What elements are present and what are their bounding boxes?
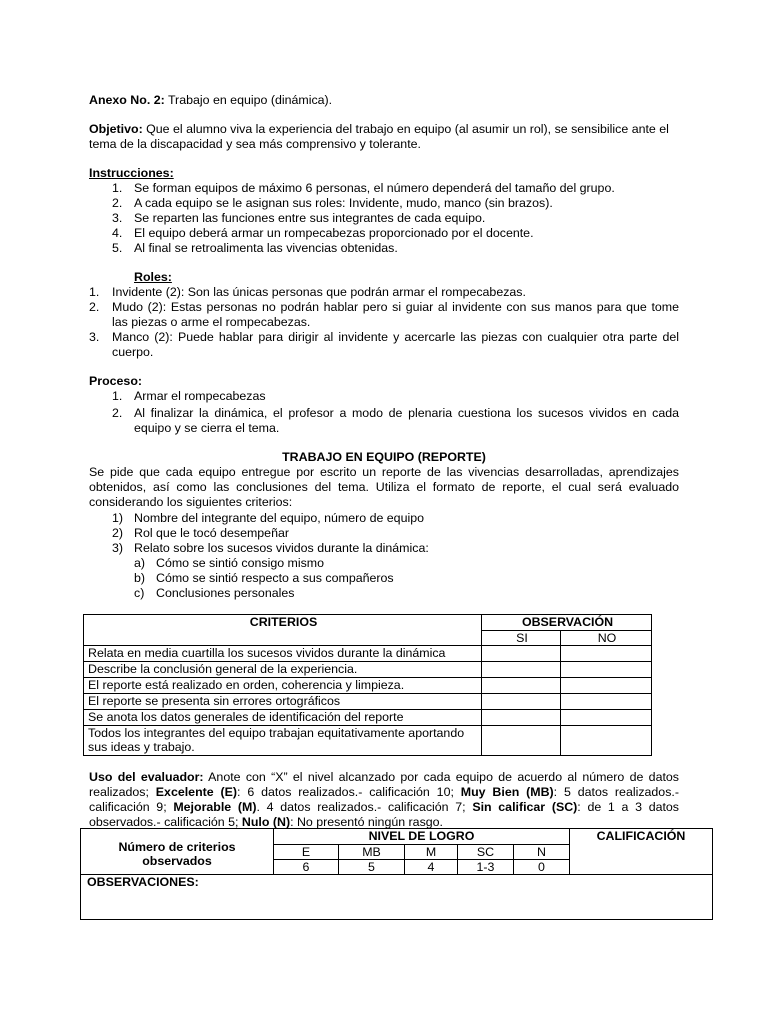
no-cell[interactable] (561, 678, 652, 694)
criteria-header: CRITERIOS (84, 615, 482, 646)
roles-list (89, 285, 679, 360)
yes-cell[interactable] (482, 710, 561, 726)
report-line-2: obtenidos, así como las conclusiones del tema. Utiliza el formato de reporte, el cual será evaluado (89, 480, 679, 494)
achievement-level-header: NIVEL DE LOGRO (274, 829, 570, 845)
count-m: 4 (405, 860, 458, 875)
objective-label: Objetivo: (89, 122, 143, 136)
evaluation-table (80, 828, 713, 920)
yes-cell[interactable] (482, 694, 561, 710)
annex-text: Trabajo en equipo (dinámica). (164, 93, 333, 107)
yes-cell[interactable] (482, 662, 561, 678)
no-header: NO (561, 631, 652, 646)
level-sc: SC (458, 845, 514, 860)
table-row (84, 694, 652, 710)
observations-field[interactable] (81, 875, 713, 920)
objective (89, 122, 679, 152)
process-title: Proceso: (89, 374, 143, 388)
evaluator-usage: Uso del evaluador: Anote con “X” el nivel alcanzado por cada equipo de acuerdo al número de datos realizados; Excelente (E): 6 datos realizados.- calificación 10; Muy Bien (MB): 5 datos realizados.- calificación 9; Mejorable (M). 4 datos realizados.- calificación 7; Sin calificar (SC): de 1 a 3 datos observados.- calificación 5; Nulo (N): No presentó ningún rasgo. (89, 770, 680, 829)
observations-label: OBSERVACIONES: (87, 875, 199, 889)
roles-title: Roles: (134, 270, 172, 284)
list-item: 1. Invidente (2): Son las únicas personas que podrán armar el rompecabezas. (89, 285, 526, 299)
annex-label: Anexo No. 2: (89, 93, 165, 107)
table-row (84, 710, 652, 726)
level-e: E (274, 845, 339, 860)
table-row (84, 662, 652, 678)
yes-cell[interactable] (482, 678, 561, 694)
instructions-title: Instrucciones: (89, 166, 174, 180)
level-mb: MB (339, 845, 405, 860)
no-cell[interactable] (561, 726, 652, 756)
list-item: 2. Al finalizar la dinámica, el profesor a modo de plenaria cuestiona los sucesos vividos en cada equipo y se cierra el tema. (112, 406, 679, 435)
count-n: 0 (514, 860, 570, 875)
table-row (84, 678, 652, 694)
criterion-cell: El reporte está realizado en orden, coherencia y limpieza. (84, 678, 482, 694)
yes-cell[interactable] (482, 726, 561, 756)
yes-cell[interactable] (482, 646, 561, 662)
count-e: 6 (274, 860, 339, 875)
observation-header: OBSERVACIÓN (482, 615, 652, 631)
no-cell[interactable] (561, 646, 652, 662)
no-cell[interactable] (561, 662, 652, 678)
annex-title (89, 93, 332, 108)
level-m: M (405, 845, 458, 860)
level-n: N (514, 845, 570, 860)
report-intro (89, 465, 679, 510)
objective-line-2: tema de la discapacidad y sea más comprensivo y tolerante. (89, 137, 421, 151)
table-row (84, 646, 652, 662)
no-cell[interactable] (561, 694, 652, 710)
report-line-1: Se pide que cada equipo entregue por escrito un reporte de las vivencias desarrolladas, aprendizajes (89, 465, 679, 479)
list-item: 3. Manco (2): Puede hablar para dirigir al invidente y acercarle las piezas con cualquier otra parte del cuerpo. (89, 330, 679, 359)
no-cell[interactable] (561, 710, 652, 726)
count-mb: 5 (339, 860, 405, 875)
count-sc: 1-3 (458, 860, 514, 875)
criterion-cell: El reporte se presenta sin errores ortográficos (84, 694, 482, 710)
process-list (112, 389, 679, 436)
report-title: TRABAJO EN EQUIPO (REPORTE) (282, 450, 486, 464)
criterion-cell: Relata en media cuartilla los sucesos vividos durante la dinámica (84, 646, 482, 662)
report-line-3: considerando los siguientes criterios: (89, 495, 293, 509)
criterion-cell: Se anota los datos generales de identificación del reporte (84, 710, 482, 726)
list-item: 1. Armar el rompecabezas (112, 389, 266, 403)
grade-header: CALIFICACIÓN (570, 829, 713, 875)
criteria-count-header: Número de criterios observados (81, 829, 274, 875)
table-row (84, 726, 652, 756)
yes-header: SI (482, 631, 561, 646)
objective-line-1: Que el alumno viva la experiencia del trabajo en equipo (al asumir un rol), se sensibilice ante el (142, 122, 669, 136)
list-item: 2. Mudo (2): Estas personas no podrán hablar pero si guiar al invidente con sus manos para que tome las piezas o arme el rompecabezas. (89, 300, 679, 329)
criterion-cell: Describe la conclusión general de la experiencia. (84, 662, 482, 678)
criterion-cell: Todos los integrantes del equipo trabajan equitativamente aportando sus ideas y trabajo. (84, 726, 482, 756)
criteria-table (83, 614, 652, 756)
